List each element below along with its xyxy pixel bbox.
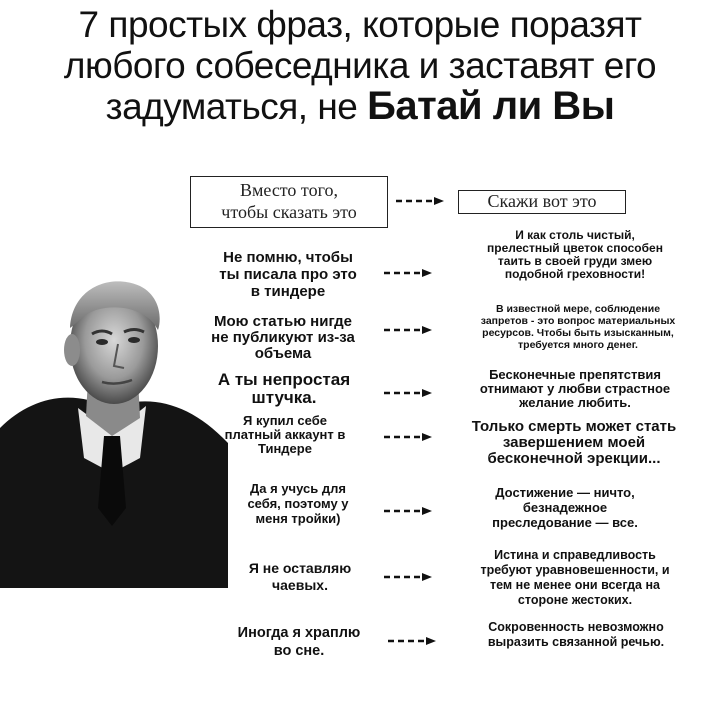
row-2-arrow-icon xyxy=(384,325,434,335)
row-3-instead-text: А ты непростая штучка. xyxy=(217,370,351,407)
title-highlight: Батай ли Вы xyxy=(367,84,615,128)
header-say-box: Скажи вот это xyxy=(458,190,626,214)
row-7-instead-text: Иногда я храплю во сне. xyxy=(237,625,361,659)
row-6-arrow-icon xyxy=(384,572,434,582)
row-4-instead-text: Я купил себе платный аккаунт в Тиндере xyxy=(224,413,346,456)
row-2-instead-text: Мою статью нигде не публикуют из-за объема xyxy=(211,313,355,362)
header-instead-line-1: Вместо того, xyxy=(239,180,338,200)
title-line-1: 7 простых фраз, которые поразят xyxy=(78,4,642,45)
row-5-say-text: Достижение — ничто, безнадежное преследование — все. xyxy=(492,485,638,530)
row-1-instead-text: Не помню, чтобы ты писала про это в тиндере xyxy=(219,249,357,300)
page-title xyxy=(0,4,720,127)
header-arrow-icon xyxy=(396,196,446,206)
header-instead-line-2: чтобы сказать это xyxy=(221,202,357,222)
row-3-arrow-icon xyxy=(384,388,434,398)
title-line-3-prefix: задуматься, не xyxy=(105,86,368,127)
row-4-arrow-icon xyxy=(384,432,434,442)
row-1-arrow-icon xyxy=(384,268,434,278)
header-instead-box xyxy=(190,176,388,228)
row-1-say-text: И как столь чистый, прелестный цветок способен таить в своей груди змею подобной греховности! xyxy=(487,228,663,281)
row-4-say-text: Только смерть может стать завершением моей бесконечной эрекции... xyxy=(471,418,677,467)
row-5-instead-text: Да я учусь для себя, поэтому у меня тройки) xyxy=(247,481,349,526)
portrait-photo xyxy=(0,258,228,588)
row-6-instead-text: Я не оставляю чаевых. xyxy=(248,560,352,593)
title-line-2: любого собеседника и заставят его xyxy=(63,45,657,86)
row-7-say-text: Сокровенность невозможно выразить связанной речью. xyxy=(487,620,665,649)
row-3-say-text: Бесконечные препятствия отнимают у любви страстное желание любить. xyxy=(479,367,671,410)
row-7-arrow-icon xyxy=(388,636,438,646)
row-5-arrow-icon xyxy=(384,506,434,516)
title-line-3 xyxy=(0,86,720,127)
row-2-say-text: В известной мере, соблюдение запретов - это вопрос материальных ресурсов. Чтобы быть изысканным, требуется много денег. xyxy=(480,303,676,351)
row-6-say-text: Истина и справедливость требуют уравновешенности, и тем не менее они всегда на стороне жестоких. xyxy=(480,548,670,607)
